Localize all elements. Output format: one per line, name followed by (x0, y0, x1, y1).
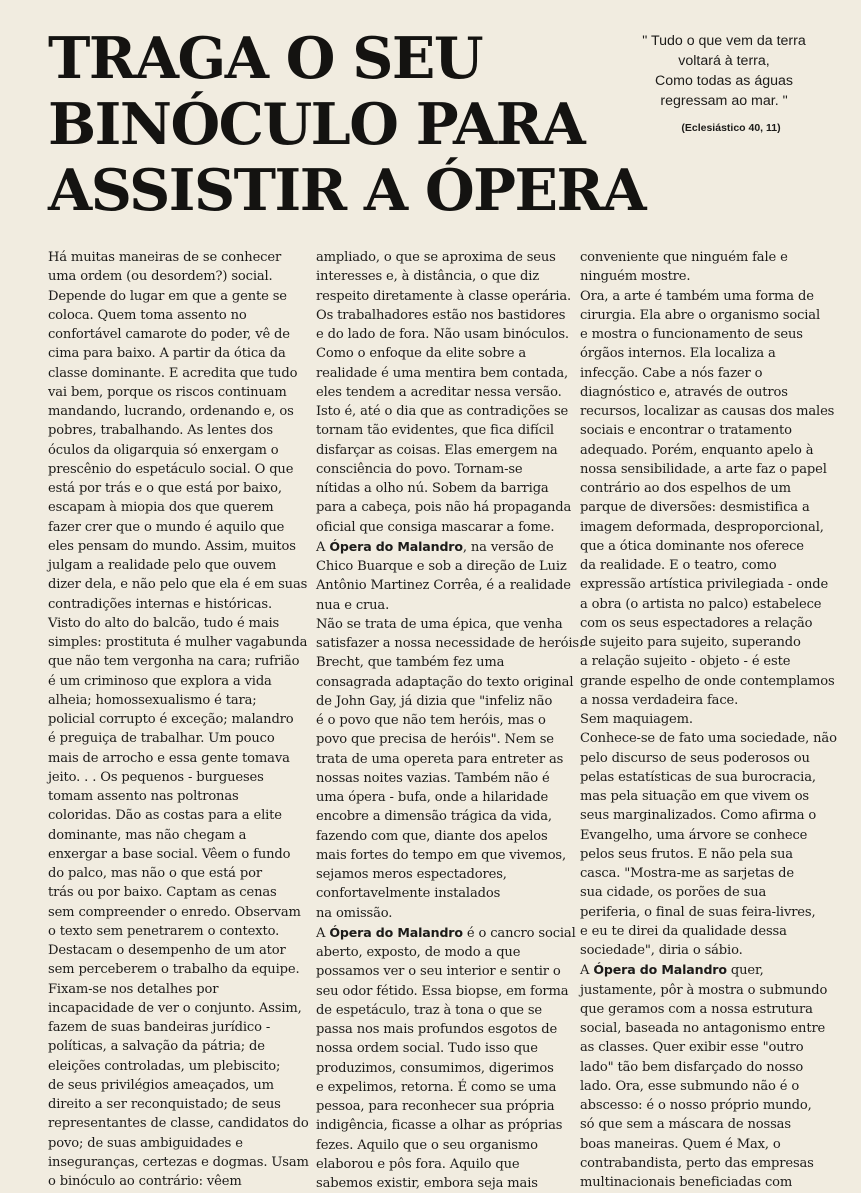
text-line: lado. Ora, esse submundo não é o (580, 1078, 800, 1094)
text-line: cirurgia. Ela abre o organismo social (580, 307, 820, 323)
text-line: nossas noites vazias. Também não é (316, 770, 550, 786)
epigraph-line: Como todas as águas (654, 73, 794, 89)
text-line: que não tem vergonha na cara; rufrião (48, 654, 300, 670)
text-line: realidade é uma mentira bem contada, (316, 365, 569, 381)
text-line: grande espelho de onde contemplamos (580, 673, 835, 689)
text-line: trás ou por baixo. Captam as cenas (48, 885, 277, 901)
text-column-2 (316, 248, 584, 1193)
text-line: contrabandista, perto das empresas (580, 1155, 814, 1171)
text-line: de espetáculo, traz à tona o que se (316, 1002, 543, 1018)
text-line: inseguranças, certezas e dogmas. Usam (48, 1154, 309, 1170)
text-line: sabemos existir, embora seja mais (316, 1176, 538, 1191)
text-line: é preguiça de trabalhar. Um pouco (48, 731, 275, 747)
text-line: de sujeito para sujeito, superando (580, 635, 801, 650)
title-line: BINÓCULO PARA (48, 91, 585, 158)
epigraph-line: regressam ao mar. " (660, 93, 788, 109)
text-line: boas maneiras. Quem é Max, o (580, 1136, 781, 1152)
text-line: escapam à miopia dos que querem (48, 500, 274, 516)
text-line: eles pensam do mundo. Assim, muitos (48, 538, 296, 554)
text-line: que a ótica dominante nos oferece (580, 538, 804, 554)
text-line: casca. "Mostra-me as sarjetas de (580, 866, 794, 881)
text-line: Visto do alto do balcão, tudo é mais (48, 615, 280, 631)
text-line: expressão artística privilegiada - onde (580, 577, 829, 593)
text-line: a nossa verdadeira face. (580, 692, 739, 708)
text-line: Isto é, até o dia que as contradições se (316, 404, 569, 419)
text-line: Os trabalhadores estão nos bastidores (316, 307, 566, 323)
text-line: pessoa, para reconhecer sua própria (316, 1099, 555, 1114)
text-line: Fixam-se nos detalhes por (48, 981, 219, 997)
text-line: ampliado, o que se aproxima de seus (316, 250, 556, 265)
text-line: nua e crua. (316, 597, 390, 613)
text-line: respeito diretamente à classe operária. (316, 288, 572, 304)
text-line: jeito. . . Os pequenos - burgueses (48, 769, 264, 785)
text-line: parque de diversões: desmistifica a (580, 500, 810, 516)
article-title (48, 26, 645, 224)
text-line: social, baseada no antagonismo entre (580, 1021, 826, 1036)
text-line: encobre a dimensão trágica da vida, (316, 809, 552, 825)
text-line: classe dominante. E acredita que tudo (48, 365, 298, 381)
text-line: aberto, exposto, de modo a que (316, 945, 521, 960)
bold-title-phrase: Ópera do Malandro (593, 962, 727, 978)
text-line: oficial que consiga mascarar a fome. (316, 519, 555, 535)
text-line: fazendo com que, diante dos apelos (316, 828, 548, 844)
text-line: recursos, localizar as causas dos males (580, 404, 835, 419)
text-column-1 (48, 248, 309, 1191)
text-line: Chico Buarque e sob a direção de Luiz (316, 559, 567, 574)
text-line: Conhece-se de fato uma sociedade, não (580, 731, 837, 747)
text-line: pelas estatísticas de sua burocracia, (580, 769, 816, 785)
epigraph-line: " Tudo o que vem da terra (642, 33, 806, 49)
text-line: produzimos, consumimos, digerimos (316, 1060, 554, 1076)
text-line: multinacionais beneficiadas com (580, 1175, 793, 1190)
epigraph (604, 31, 844, 135)
title-line: TRAGA O SEU (48, 25, 483, 92)
text-line: pelos seus frutos. E não pela sua (580, 846, 793, 862)
text-line: Antônio Martinez Corrêa, é a realidade (316, 578, 571, 594)
text-line: passa nos mais profundos esgotos de (316, 1022, 558, 1037)
text-line: contrário ao dos espelhos de um (580, 481, 791, 496)
text-line: sociedade", diria o sábio. (580, 943, 743, 958)
text-line: julgam a realidade pelo que ouvem (48, 558, 277, 573)
text-line: adequado. Porém, enquanto apelo à (580, 442, 814, 458)
text-line: coloridas. Dão as costas para a elite (48, 808, 282, 824)
text-line: Não se trata de uma épica, que venha (316, 616, 563, 632)
text-line: simples: prostituta é mulher vagabunda (48, 635, 308, 650)
text-line: para a cabeça, pois não há propaganda (316, 500, 572, 516)
text-line: incapacidade de ver o conjunto. Assim, (48, 1000, 302, 1016)
text-line: nítidas a olho nú. Sobem da barriga (316, 481, 549, 496)
text-line: consciência do povo. Tornam-se (316, 461, 523, 477)
text-line: é o povo que não tem heróis, mas o (316, 713, 546, 728)
text-line: contradições internas e históricas. (48, 596, 273, 612)
text-line: policial corrupto é exceção; malandro (48, 712, 294, 727)
text-line: eleições controladas, um plebiscito; (48, 1058, 281, 1074)
text-line: e do lado de fora. Não usam binóculos. (316, 327, 569, 342)
text-line: cima para baixo. A partir da ótica da (48, 346, 286, 362)
text-line: enxergar a base social. Vêem o fundo (48, 846, 291, 862)
text-line: prescênio do espetáculo social. O que (48, 461, 294, 477)
text-line: que geramos com a nossa estrutura (580, 1001, 813, 1017)
text-line: direito a ser reconquistado; de seus (48, 1097, 281, 1112)
text-line: órgãos internos. Ela localiza a (580, 346, 776, 362)
text-line: do palco, mas não o que está por (48, 866, 262, 881)
text-line: dominante, mas não chegam a (48, 827, 247, 843)
epigraph-source: (Eclesiástico 40, 11) (681, 122, 781, 134)
text-line: trata de uma opereta para entreter as (316, 751, 564, 767)
text-line: sejamos meros espectadores, (316, 867, 507, 882)
text-column-3 (580, 248, 842, 1192)
text-line: indigência, ficasse a olhar as próprias (316, 1118, 563, 1134)
text-line: na omissão. (316, 905, 393, 921)
text-line: interesses e, à distância, o que diz (316, 269, 540, 285)
text-line: óculos da oligarquia só enxergam o (48, 442, 279, 458)
text-line: de seus privilégios ameaçados, um (48, 1077, 274, 1093)
text-line: Destacam o desempenho de um ator (48, 943, 286, 958)
bold-title-phrase: Ópera do Malandro (329, 924, 463, 940)
text-line: tornam tão evidentes, que fica difícil (316, 423, 554, 439)
text-line: e expelimos, retorna. É como se uma (316, 1079, 557, 1095)
text-line: satisfazer a nossa necessidade de heróis. (316, 636, 584, 651)
text-line: confortavelmente instalados (316, 886, 501, 902)
text-line: mandando, lucrando, ordenando e, os (48, 404, 294, 419)
text-line: diagnóstico e, através de outros (580, 384, 788, 400)
text-line: coloca. Quem toma assento no (48, 307, 247, 323)
text-line: eles tendem a acreditar nessa versão. (316, 384, 562, 400)
text-line: elaborou e pôs fora. Aquilo que (316, 1156, 520, 1172)
bold-title-phrase: Ópera do Malandro (329, 538, 463, 554)
text-line: disfarçar as coisas. Elas emergem na (316, 442, 558, 458)
text-line: Evangelho, uma árvore se conhece (580, 827, 808, 843)
text-line: A Ópera do Malandro quer, (580, 962, 764, 979)
text-line: seus marginalizados. Como afirma o (580, 808, 817, 824)
text-line: sem compreender o enredo. Observam (48, 904, 301, 920)
text-line: conveniente que ninguém fale e (580, 250, 788, 265)
text-line: uma ópera - bufa, onde a hilaridade (316, 790, 549, 805)
text-line: a obra (o artista no palco) estabelece (580, 596, 822, 612)
text-line: de John Gay, já dizia que "infeliz não (316, 693, 553, 709)
text-line: e mostra o funcionamento de seus (580, 327, 803, 342)
text-line: sem perceberem o trabalho da equipe. (48, 962, 300, 978)
text-line: Há muitas maneiras de se conhecer (48, 250, 282, 265)
text-line: fazem de suas bandeiras jurídico - (48, 1020, 271, 1035)
text-line: tomam assento nas poltronas (48, 789, 239, 804)
text-line: possamos ver o seu interior e sentir o (316, 964, 561, 980)
text-line: infecção. Cabe a nós fazer o (580, 365, 763, 381)
text-line: povo; de suas ambiguidades e (48, 1135, 243, 1151)
text-line: mas pela situação em que vivem os (580, 789, 809, 804)
title-line: ASSISTIR A ÓPERA (48, 157, 646, 224)
text-line: é um criminoso que explora a vida (48, 673, 272, 689)
epigraph-quote (604, 31, 844, 111)
text-line: sua cidade, os porões de sua (580, 885, 767, 901)
text-line: as classes. Quer exibir esse "outro (580, 1040, 804, 1056)
text-line: dizer dela, e não pelo que ela é em suas (48, 577, 308, 593)
text-line: pobres, trabalhando. As lentes dos (48, 423, 273, 439)
text-line: pelo discurso de seus poderosos ou (580, 750, 810, 766)
text-line: Sem maquiagem. (580, 712, 693, 727)
text-line: seu odor fétido. Essa biopse, em forma (316, 983, 569, 999)
text-line: nossa sensibilidade, a arte faz o papel (580, 461, 827, 477)
text-line: abscesso: é o nosso próprio mundo, (580, 1098, 812, 1113)
text-line: Ora, a arte é também uma forma de (580, 288, 814, 304)
text-line: A Ópera do Malandro é o cancro social (316, 924, 576, 941)
text-line: está por trás e o que está por baixo, (48, 481, 282, 496)
text-line: alheia; homossexualismo é tara; (48, 692, 257, 708)
text-line: sociais e encontrar o tratamento (580, 423, 792, 439)
text-line: o binóculo ao contrário: vêem (48, 1174, 242, 1189)
text-line: Brecht, que também fez uma (316, 655, 505, 671)
text-line: nossa ordem social. Tudo isso que (316, 1041, 538, 1057)
text-line: periferia, o final de suas feira-livres, (580, 904, 816, 920)
text-line: o texto sem penetrarem o contexto. (48, 923, 280, 939)
text-line: justamente, pôr à mostra o submundo (580, 982, 828, 998)
text-line: lado" tão bem disfarçado do nosso (580, 1059, 804, 1075)
text-line: vai bem, porque os riscos continuam (48, 384, 287, 400)
text-line: imagem deformada, desproporcional, (580, 519, 824, 535)
text-line: e eu te direi da qualidade dessa (580, 923, 787, 939)
text-line: mais de arrocho e essa gente tomava (48, 750, 290, 766)
text-line: Como o enfoque da elite sobre a (316, 346, 527, 362)
text-line: Depende do lugar em que a gente se (48, 288, 287, 304)
text-line: representantes de classe, candidatos do (48, 1116, 309, 1132)
text-line: uma ordem (ou desordem?) social. (48, 269, 273, 285)
text-line: fezes. Aquilo que o seu organismo (316, 1137, 538, 1153)
text-line: da realidade. E o teatro, como (580, 558, 777, 573)
text-line: povo que precisa de heróis". Nem se (316, 732, 554, 748)
text-line: só que sem a máscara de nossas (580, 1117, 791, 1133)
text-line: confortável camarote do poder, vê de (48, 327, 290, 342)
text-line: a relação sujeito - objeto - é este (580, 654, 791, 670)
text-line: políticas, a salvação da pátria; de (48, 1039, 265, 1055)
text-line: ninguém mostre. (580, 269, 691, 285)
text-line: A Ópera do Malandro, na versão de (316, 538, 554, 555)
epigraph-line: voltará à terra, (678, 53, 770, 69)
text-line: mais fortes do tempo em que vivemos, (316, 847, 567, 863)
text-line: com os seus espectadores a relação (580, 615, 813, 631)
text-line: fazer crer que o mundo é aquilo que (48, 519, 285, 535)
text-line: consagrada adaptação do texto original (316, 674, 574, 690)
